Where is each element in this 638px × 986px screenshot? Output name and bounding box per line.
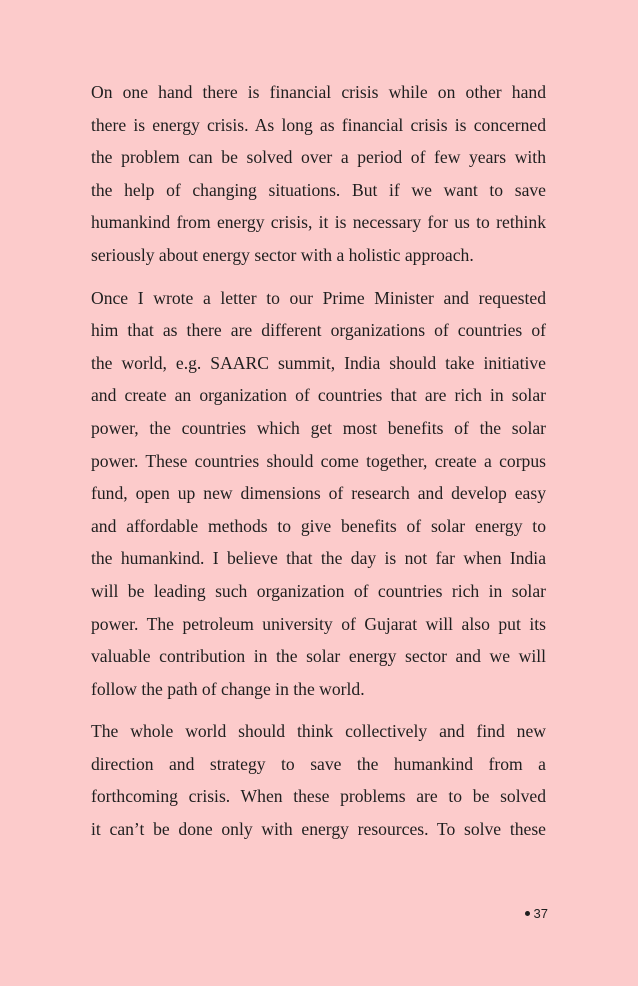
- text-line: On one hand there is financial crisis while on other hand: [91, 82, 546, 102]
- text-line: fund, open up new dimensions of research and develop easy: [91, 483, 546, 504]
- paragraph-3: [91, 715, 546, 845]
- text-line: him that as there are different organizations of countries of: [91, 320, 546, 341]
- text-line: power. The petroleum university of Gujarat will also put its: [91, 613, 546, 634]
- text-line: the help of changing situations. But if we want to save: [91, 179, 546, 200]
- text-line: power, the countries which get most benefits of the solar: [91, 417, 546, 438]
- text-line: there is energy crisis. As long as financial crisis is concerned: [91, 114, 546, 135]
- text-line: the world, e.g. SAARC summit, India should take initiative: [91, 352, 546, 373]
- bullet-icon: [525, 911, 530, 916]
- text-line: Once I wrote a letter to our Prime Minister and requested: [91, 287, 546, 308]
- text-line: direction and strategy to save the humankind from a: [91, 753, 546, 774]
- text-line: the problem can be solved over a period of few years with: [91, 147, 546, 168]
- page-number-value: 37: [533, 906, 548, 921]
- text-line: will be leading such organization of countries rich in solar: [91, 580, 546, 601]
- paragraph-2: [91, 282, 546, 706]
- text-line: follow the path of change in the world.: [91, 678, 365, 699]
- text-line: it can’t be done only with energy resources. To solve these: [91, 819, 546, 840]
- body-text: [91, 76, 546, 846]
- text-line: the humankind. I believe that the day is not far when India: [91, 548, 546, 569]
- text-line: seriously about energy sector with a holistic approach.: [91, 244, 474, 265]
- text-line: forthcoming crisis. When these problems are to be solved: [91, 786, 546, 807]
- text-line: power. These countries should come together, create a corpus: [91, 450, 546, 471]
- text-line: and affordable methods to give benefits of solar energy to: [91, 515, 546, 536]
- page-number: [525, 906, 548, 921]
- text-line: and create an organization of countries that are rich in solar: [91, 385, 546, 406]
- paragraph-1: [91, 76, 546, 272]
- text-line: humankind from energy crisis, it is necessary for us to rethink: [91, 212, 546, 233]
- text-line: valuable contribution in the solar energy sector and we will: [91, 646, 546, 667]
- text-line: The whole world should think collectively and find new: [91, 721, 546, 742]
